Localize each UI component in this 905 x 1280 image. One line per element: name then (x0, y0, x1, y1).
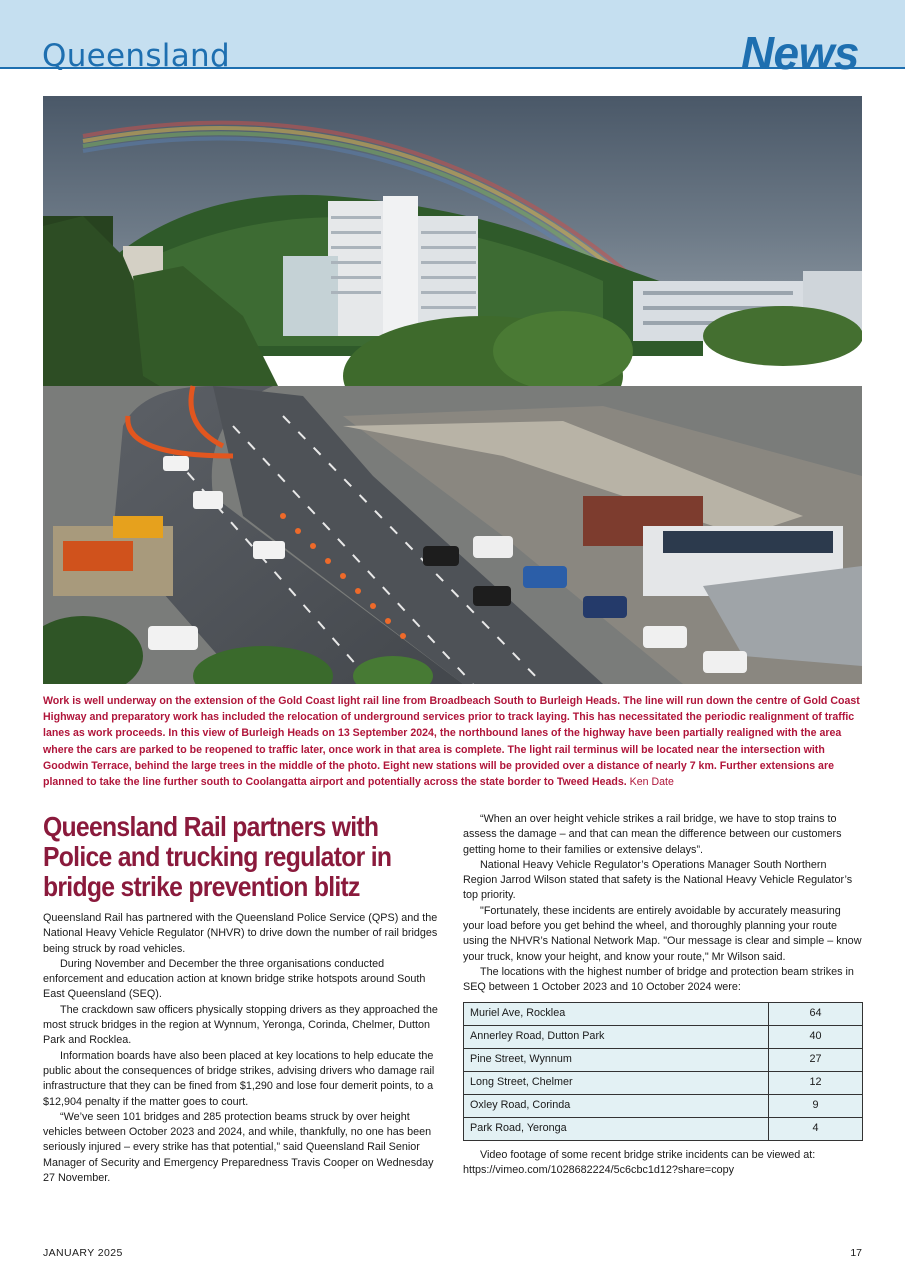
article-paragraph: National Heavy Vehicle Regulator’s Operations Manager South Northern Region Jarrod Wilson stated that safety is the National Heavy Vehicle Regulator’s top priority. (463, 858, 853, 902)
table-row (464, 1048, 863, 1071)
table-cell-location: Park Road, Yeronga (464, 1117, 769, 1140)
article-left-column (43, 911, 443, 1186)
article-headline: Queensland Rail partners with Police and trucking regulator in bridge strike prevention blitz (43, 811, 392, 902)
article-paragraph: The crackdown saw officers physically stopping drivers as they approached the most struck bridges in the region at Wynnum, Yeronga, Corinda, Chelmer, Dutton Park and Rocklea. (43, 1003, 438, 1047)
table-cell-location: Oxley Road, Corinda (464, 1094, 769, 1117)
article-paragraph: Queensland Rail has partnered with the Queensland Police Service (QPS) and the National Heavy Vehicle Regulator (NHVR) to drive down the number of rail bridges being struck by road vehicles. (43, 912, 438, 955)
bridge-strike-table (463, 1002, 863, 1141)
article-paragraph: During November and December the three organisations conducted enforcement and education action at known bridge strike hotspots around South East Queensland (SEQ). (43, 957, 426, 1001)
table-row (464, 1002, 863, 1025)
caption-credit: Ken Date (629, 776, 674, 789)
table-cell-count: 9 (769, 1094, 863, 1117)
table-row (464, 1025, 863, 1048)
region-title: Queensland (42, 38, 230, 74)
article-paragraph: “When an over height vehicle strikes a rail bridge, we have to stop trains to assess the damage – and that can mean the difference between our customers getting home to their families or extensive delays”. (463, 813, 842, 856)
table-row (464, 1117, 863, 1140)
table-cell-location: Annerley Road, Dutton Park (464, 1025, 769, 1048)
photo-burleigh-heads (43, 96, 862, 684)
article-paragraph: Information boards have also been placed at key locations to help educate the public about the consequences of bridge strikes, advising drivers who damage rail infrastructure that they can be fined from $1,290 and lose four demerit points, to a $12,904 penalty if the matter goes to court. (43, 1049, 435, 1108)
table-cell-count: 4 (769, 1117, 863, 1140)
footer-issue-date: JANUARY 2025 (43, 1247, 123, 1259)
section-title: News (740, 27, 859, 79)
photo-caption (43, 693, 863, 790)
table-cell-location: Long Street, Chelmer (464, 1071, 769, 1094)
table-cell-location: Pine Street, Wynnum (464, 1048, 769, 1071)
caption-text: Work is well underway on the extension of the Gold Coast light rail line from Broadbeach South to Burleigh Heads. The line will run down the centre of Gold Coast Highway and preparatory work has included the relocation of underground services prior to track laying. This has necessitated the periodic realignment of traffic lanes as work proceeds. In this view of Burleigh Heads on 13 September 2024, the northbound lanes of the highway have been partially realigned with the area where the cars are parked to be reopened to traffic later, once work in that area is complete. The light rail terminus will be located near the intersection with Goodwin Terrace, behind the large trees in the middle of the photo. Eight new stations will be provided over a distance of nearly 7 km. Further extensions are planned to take the line further south to Coolangatta airport and potentially across the state border to Tweed Heads. (43, 695, 860, 789)
table-cell-location: Muriel Ave, Rocklea (464, 1002, 769, 1025)
table-cell-count: 27 (769, 1048, 863, 1071)
article-paragraph: "Fortunately, these incidents are entirely avoidable by accurately measuring your load before you get behind the wheel, and thoroughly planning your route using the NHVR’s National Network Map. "Our message is clear and simple – know your truck, know your height, and know your route," Mr Wilson said. (463, 904, 862, 963)
article-closing-paragraph: Video footage of some recent bridge strike incidents can be viewed at: https://vimeo.com/1028682224/5c6cbc1d12?share=copy (463, 1148, 816, 1176)
article-paragraph: “We’ve seen 101 bridges and 285 protection beams struck by over height vehicles between October 2023 and 2024, and while, thankfully, no one has been seriously injured – every strike has that potential,” said Queensland Rail Senior Manager of Security and Emergency Preparedness Travis Cooper on Wednesday 27 November. (43, 1110, 434, 1185)
article-paragraph: The locations with the highest number of bridge and protection beam strikes in SEQ between 1 October 2023 and 10 October 2024 were: (463, 965, 854, 994)
table-row (464, 1094, 863, 1117)
footer-page-number: 17 (850, 1247, 862, 1259)
table-cell-count: 64 (769, 1002, 863, 1025)
photo-burleigh-heads-roadworks-icon (43, 96, 862, 684)
table-cell-count: 40 (769, 1025, 863, 1048)
table-cell-count: 12 (769, 1071, 863, 1094)
article-right-column (463, 812, 863, 1178)
table-row (464, 1071, 863, 1094)
